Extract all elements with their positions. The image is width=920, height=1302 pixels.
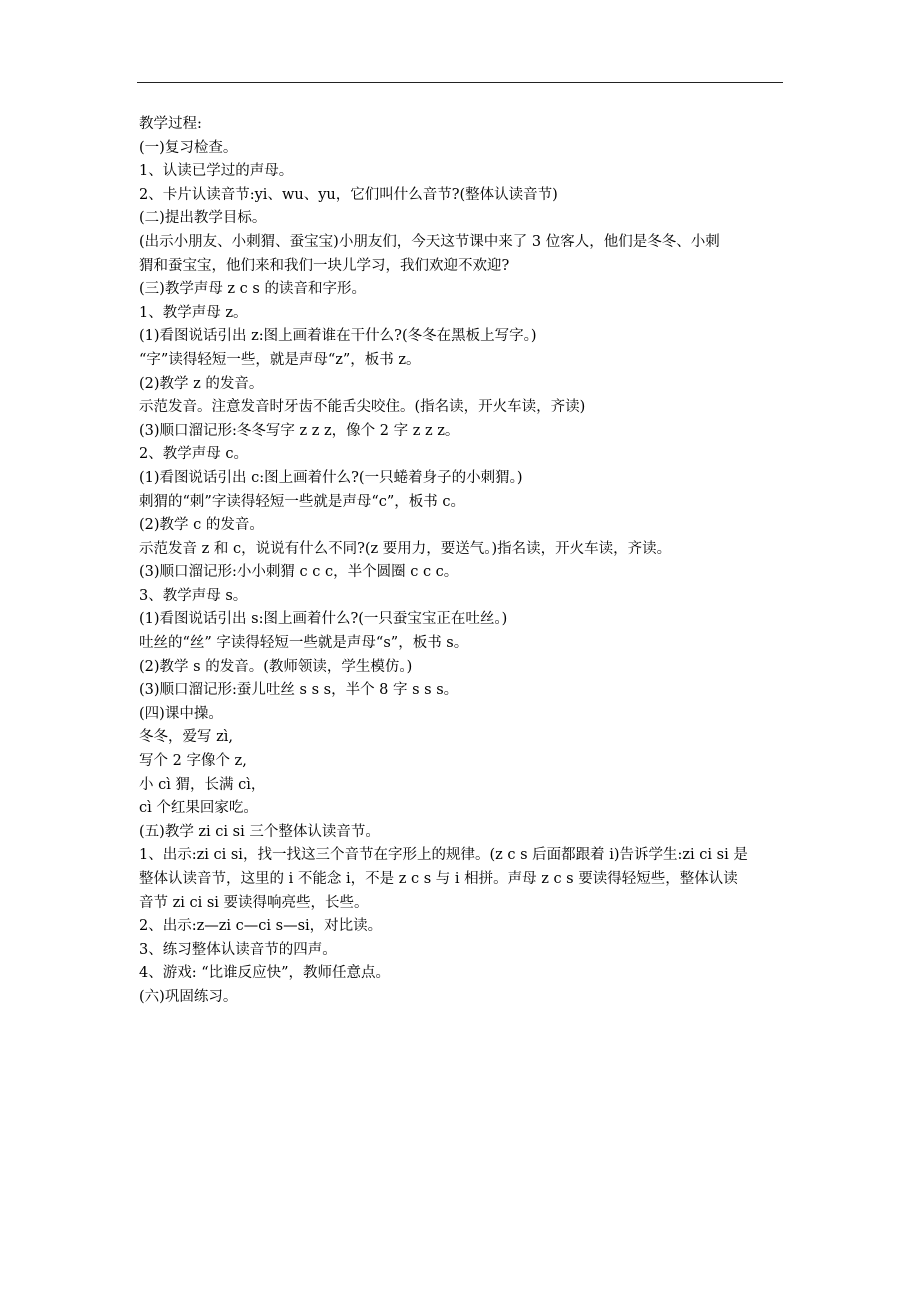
text-line: 音节 zi ci si 要读得响亮些，长些。 — [139, 894, 369, 911]
text-line: (3)顺口溜记形:小小刺猬 c c c，半个圆圈 c c c。 — [139, 564, 459, 581]
text-line: 3、教学声母 s。 — [139, 587, 248, 604]
rhyme-line: 写个 2 字像个 z, — [139, 753, 247, 770]
text-line: 吐丝的“丝” 字读得轻短一些就是声母“s”，板书 s。 — [139, 635, 469, 652]
subsection-heading: (二)提出教学目标。 — [139, 210, 267, 227]
rhyme-line: 冬冬，爱写 zì, — [139, 729, 233, 746]
subsection-heading: (六)巩固练习。 — [139, 988, 238, 1005]
text-line: 整体认读音节，这里的 i 不能念 i，不是 z c s 与 i 相拼。声母 z c s 要读得轻短些，整体认读 — [139, 871, 738, 887]
text-line: 4、游戏: “比谁反应快”，教师任意点。 — [139, 965, 391, 982]
text-line: 刺猬的“刺”字读得轻短一些就是声母“c”，板书 c。 — [139, 493, 466, 510]
rhyme-line: cì 个红果回家吃。 — [139, 800, 258, 817]
text-line: (1)看图说话引出 s:图上画着什么?(一只蚕宝宝正在吐丝。) — [139, 611, 508, 628]
text-line: 1、认读已学过的声母。 — [139, 163, 294, 180]
rhyme-line: 小 cì 猬，长满 cì， — [139, 776, 266, 793]
text-line: 1、出示:zi ci si，找一找这三个音节在字形上的规律。(z c s 后面都跟着 i)告诉学生:zi ci si 是 — [139, 847, 748, 864]
text-line: (3)顺口溜记形:蚕儿吐丝 s s s，半个 8 字 s s s。 — [139, 682, 459, 699]
subsection-heading: (四)课中操。 — [139, 705, 223, 722]
subsection-heading: (五)教学 zi ci si 三个整体认读音节。 — [139, 823, 380, 840]
text-line: (3)顺口溜记形:冬冬写字 z z z，像个 2 字 z z z。 — [139, 422, 460, 439]
text-line: (出示小朋友、小刺猬、蚕宝宝)小朋友们，今天这节课中来了 3 位客人，他们是冬冬、小刺 — [139, 233, 720, 250]
document-body — [139, 113, 787, 1010]
text-line: “字”读得轻短一些，就是声母“z”，板书 z。 — [139, 351, 421, 368]
section-heading: 教学过程: — [139, 116, 202, 132]
text-line: 2、出示:z—zi c—ci s—si，对比读。 — [139, 918, 383, 935]
subsection-heading: (三)教学声母 z c s 的读音和字形。 — [139, 281, 366, 298]
text-line: (1)看图说话引出 z:图上画着谁在干什么?(冬冬在黑板上写字。) — [139, 328, 537, 345]
text-line: 示范发音。注意发音时牙齿不能舌尖咬住。(指名读，开火车读，齐读) — [139, 399, 586, 416]
text-line: (2)教学 s 的发音。(教师领读，学生模仿。) — [139, 658, 413, 675]
text-line: 2、教学声母 c。 — [139, 446, 248, 463]
text-line: 示范发音 z 和 c，说说有什么不同?(z 要用力，要送气。)指名读，开火车读，齐读。 — [139, 540, 672, 557]
text-line: (2)教学 z 的发音。 — [139, 375, 264, 392]
text-line: (1)看图说话引出 c:图上画着什么?(一只蜷着身子的小刺猬。) — [139, 469, 523, 486]
text-line: 2、卡片认读音节:yi、wu、yu，它们叫什么音节?(整体认读音节) — [139, 186, 558, 203]
text-line: 猬和蚕宝宝，他们来和我们一块儿学习，我们欢迎不欢迎? — [139, 257, 510, 274]
subsection-heading: (一)复习检查。 — [139, 139, 238, 156]
text-line: 3、练习整体认读音节的四声。 — [139, 941, 337, 958]
text-line: 1、教学声母 z。 — [139, 304, 248, 321]
text-line: (2)教学 c 的发音。 — [139, 517, 264, 534]
header-rule — [137, 82, 783, 83]
